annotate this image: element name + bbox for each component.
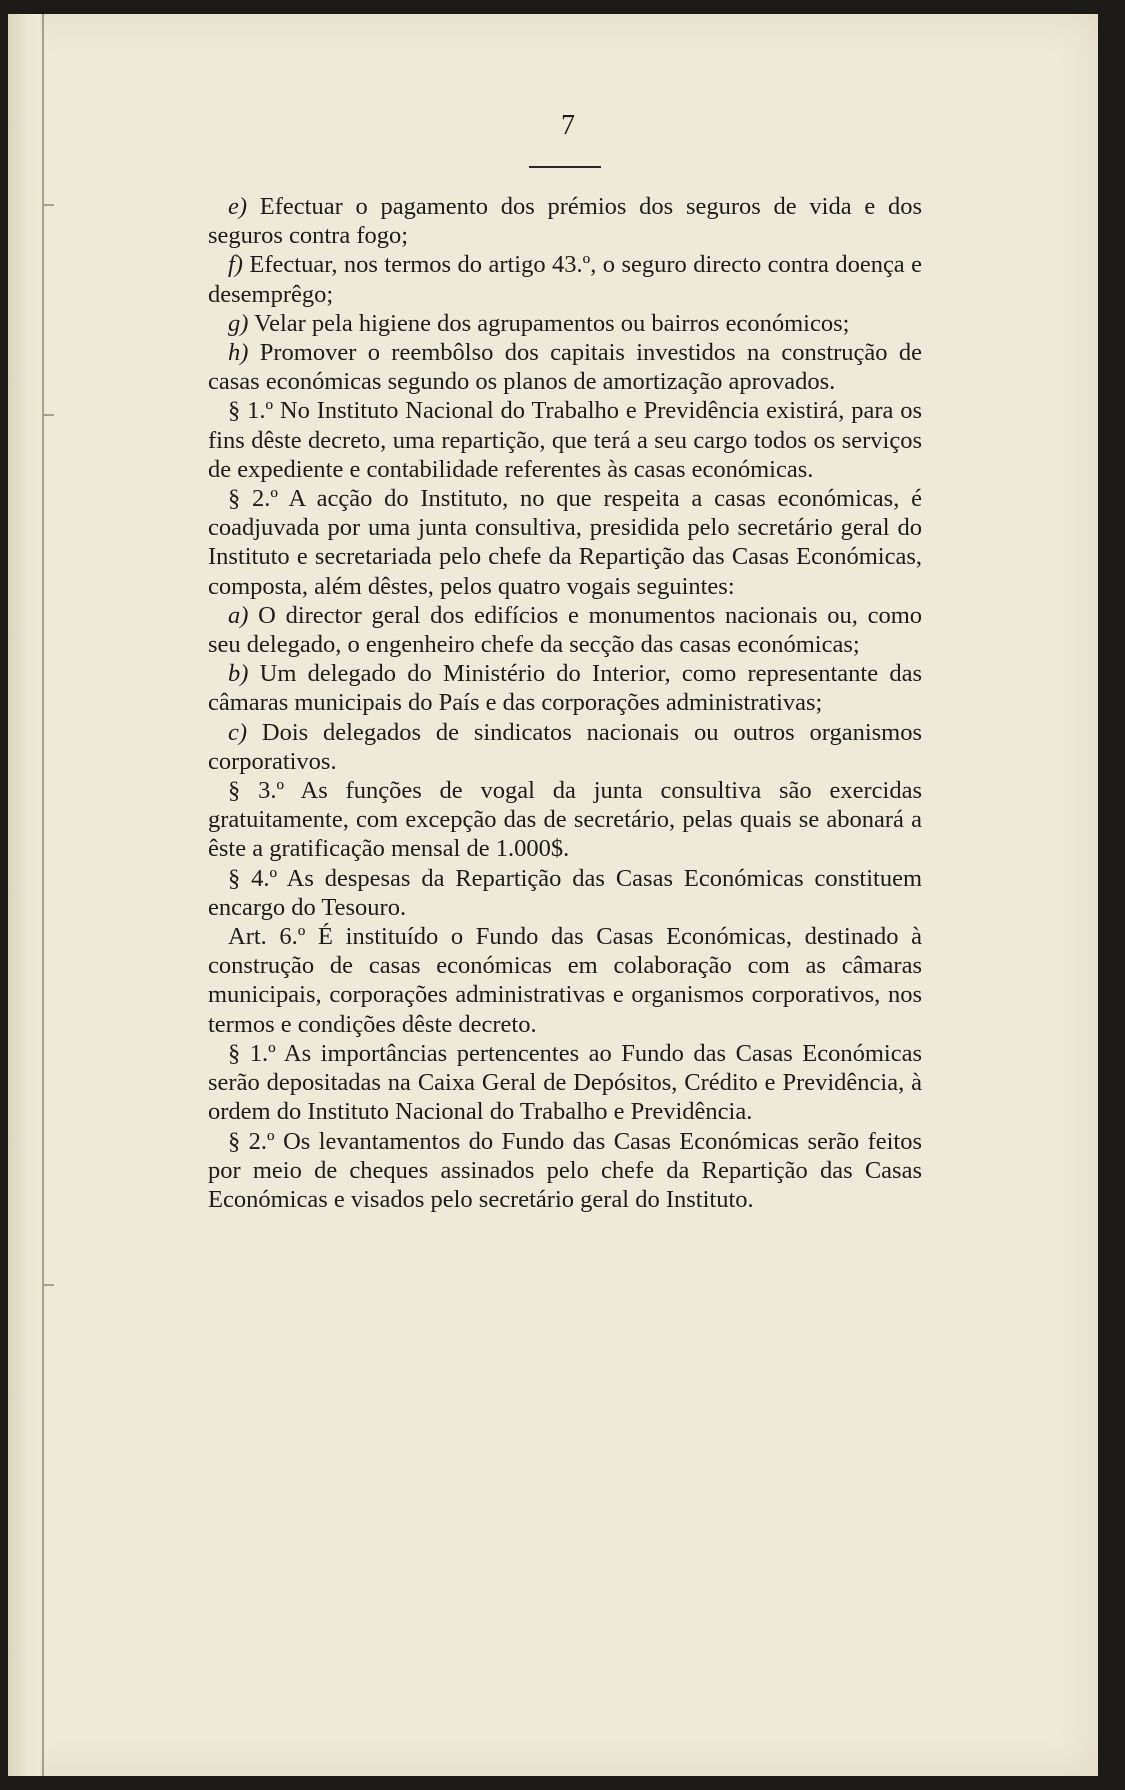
paragraph-text: Efectuar o pagamento dos prémios dos seguros de vida e dos seguros contra fogo; <box>208 193 922 250</box>
paragraph <box>208 601 922 659</box>
margin-mark <box>44 1284 54 1286</box>
paragraph-text: § 1.º As importâncias pertencentes ao Fundo das Casas Económicas serão depositadas na Caixa Geral de Depósitos, Crédito e Previdência, à ordem do Instituto Nacional do Trabalho e Previdência. <box>208 1039 922 1126</box>
paragraph <box>208 1127 922 1215</box>
paragraph-text: § 3.º As funções de vogal da junta consultiva são exercidas gratuitamente, com excepção das de secretário, pelas quais se abonará a êste a gratificação mensal de 1.000$. <box>208 777 922 863</box>
paragraph <box>208 776 922 864</box>
document-page <box>8 14 1098 1776</box>
binding-line <box>42 14 44 1776</box>
paragraph <box>208 864 922 922</box>
item-letter: c) <box>228 718 248 746</box>
paragraph-text: Velar pela higiene dos agrupamentos ou bairros económicos; <box>248 309 850 337</box>
item-letter: f) <box>228 251 243 279</box>
paragraph-text: O director geral dos edifícios e monumentos nacionais ou, como seu delegado, o engenheiro chefe da secção das casas económicas; <box>208 601 922 659</box>
item-letter: e) <box>228 193 248 220</box>
paragraph <box>208 1039 922 1127</box>
item-letter: a) <box>228 601 249 629</box>
paragraph <box>208 250 922 308</box>
paragraph-text: Um delegado do Ministério do Interior, como representante das câmaras municipais do País e das corporações administrativas; <box>208 660 922 717</box>
item-letter: b) <box>228 660 249 688</box>
margin-mark <box>44 204 54 206</box>
paragraph <box>208 659 922 717</box>
paragraph-text: Art. 6.º É instituído o Fundo das Casas Económicas, destinado à construção de casas económicas em colaboração com as câmaras municipais, corporações administrativas e organismos corporativos, nos termos e condições dêste decreto. <box>208 923 922 1038</box>
paragraph <box>208 192 922 250</box>
paragraph-text: Promover o reembôlso dos capitais investidos na construção de casas económicas segundo os planos de amortização aprovados. <box>208 339 922 396</box>
paragraph <box>208 396 922 484</box>
paragraph <box>208 309 922 338</box>
body-text <box>208 192 922 1214</box>
page-number: 7 <box>561 110 575 141</box>
margin-mark <box>44 414 54 416</box>
page-number-rule <box>529 166 601 168</box>
item-letter: h) <box>228 339 249 367</box>
paragraph-text: § 2.º A acção do Instituto, no que respeita a casas económicas, é coadjuvada por uma junta consultiva, presidida pelo secretário geral do Instituto e secretariada pelo chefe da Repartição das Casas Económicas, composta, além dêstes, pelos quatro vogais seguintes: <box>208 485 922 600</box>
paragraph-text: § 2.º Os levantamentos do Fundo das Casas Económicas serão feitos por meio de cheques assinados pelo chefe da Repartição das Casas Económicas e visados pelo secretário geral do Instituto. <box>208 1127 922 1213</box>
paragraph-text: Dois delegados de sindicatos nacionais ou outros organismos corporativos. <box>208 718 922 775</box>
paragraph-text: § 1.º No Instituto Nacional do Trabalho e Previdência existirá, para os fins dêste decreto, uma repartição, que terá a seu cargo todos os serviços de expediente e contabilidade referentes às casas económicas. <box>208 397 922 483</box>
paragraph <box>208 338 922 396</box>
item-letter: g) <box>228 309 249 337</box>
page-spine <box>8 14 40 1776</box>
paragraph-text: § 4.º As despesas da Repartição das Casas Económicas constituem encargo do Tesouro. <box>208 864 922 921</box>
paragraph <box>208 484 922 601</box>
paragraph-text: Efectuar, nos termos do artigo 43.º, o seguro directo contra doença e desemprêgo; <box>208 251 922 308</box>
paragraph <box>208 718 922 776</box>
paragraph <box>208 922 922 1039</box>
